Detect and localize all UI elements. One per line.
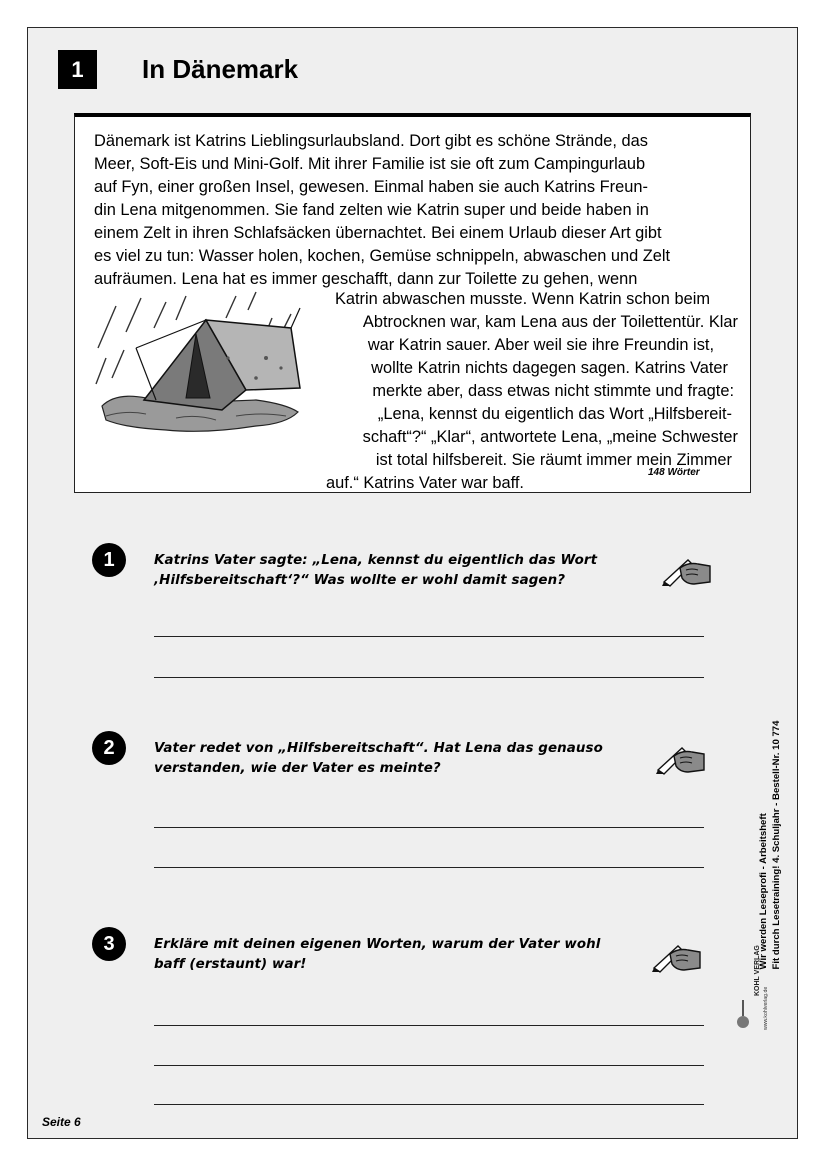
story-line: auf Fyn, einer großen Insel, gewesen. Einmal haben sie auch Katrins Freun- [94, 178, 648, 196]
story-line: merkte aber, dass etwas nicht stimmte und fragte: [372, 382, 734, 400]
story-line: Abtrocknen war, kam Lena aus der Toilettentür. Klar [362, 313, 738, 331]
story-line: Katrin abwaschen musste. Wenn Katrin schon beim [334, 290, 710, 308]
writing-hand-icon [652, 736, 708, 778]
story-line: din Lena mitgenommen. Sie fand zelten wie Katrin super und beide haben in [94, 201, 649, 219]
story-line: aufräumen. Lena hat es immer geschafft, dann zur Toilette zu gehen, wenn [94, 270, 638, 288]
answer-line[interactable] [154, 1104, 704, 1105]
publisher-logo-text: KOHL VERLAG [754, 945, 761, 996]
question-line: Erkläre mit deinen eigenen Worten, warum der Vater wohl [154, 937, 601, 952]
answer-line[interactable] [154, 677, 704, 678]
answer-line[interactable] [154, 827, 704, 828]
question-line: baff (erstaunt) war! [154, 957, 307, 972]
story-line: einem Zelt in ihren Schlafsäcken übernachtet. Bei einem Urlaub dieser Art gibt [94, 224, 662, 242]
question-line: Katrins Vater sagte: „Lena, kennst du eigentlich das Wort [154, 553, 598, 568]
question-1-text [154, 551, 644, 591]
question-3-badge: 3 [92, 927, 126, 961]
story-line: „Lena, kennst du eigentlich das Wort „Hilfsbereit- [377, 405, 732, 423]
writing-hand-icon [648, 934, 704, 976]
page-number: Seite 6 [42, 1115, 81, 1129]
question-1-badge: 1 [92, 543, 126, 577]
question-2-badge: 2 [92, 731, 126, 765]
story-line: schaft“?“ „Klar“, antwortete Lena, „meine Schwester [362, 428, 738, 446]
story-line: wollte Katrin nichts dagegen sagen. Katrins Vater [371, 359, 728, 377]
publication-subtitle: Fit durch Lesetraining! 4. Schuljahr - Bestell-Nr. 10 774 [771, 720, 782, 970]
story-text-top [94, 130, 738, 291]
page-title: In Dänemark [142, 54, 299, 84]
story-line: ist total hilfsbereit. Sie räumt immer mein Zimmer [375, 451, 732, 469]
story-line: auf.“ Katrins Vater war baff. [326, 474, 524, 492]
question-line: verstanden, wie der Vater es meinte? [154, 761, 441, 776]
chapter-number: 1 [58, 50, 97, 89]
writing-hand-icon [658, 548, 714, 590]
word-count: 148 Wörter [648, 467, 700, 478]
story-text-right [292, 288, 738, 495]
answer-line[interactable] [154, 867, 704, 868]
story-line: war Katrin sauer. Aber weil sie ihre Freundin ist, [367, 336, 714, 354]
answer-line[interactable] [154, 636, 704, 637]
question-line: Vater redet von „Hilfsbereitschaft“. Hat Lena das genauso [154, 741, 603, 756]
tent-in-rain-icon [86, 288, 308, 448]
publication-info [757, 721, 783, 970]
story-line: Dänemark ist Katrins Lieblingsurlaubsland. Dort gibt es schöne Strände, das [94, 132, 648, 150]
publisher-logo [733, 945, 769, 1032]
question-line: ‚Hilfsbereitschaft‘?“ Was wollte er wohl damit sagen? [154, 573, 566, 588]
publication-title: Wir werden Leseprofi - Arbeitsheft [758, 813, 769, 970]
question-3-text [154, 935, 644, 975]
story-line: Meer, Soft-Eis und Mini-Golf. Mit ihrer Familie ist sie oft zum Campingurlaub [94, 155, 646, 173]
answer-line[interactable] [154, 1065, 704, 1066]
answer-line[interactable] [154, 1025, 704, 1026]
question-2-text [154, 739, 644, 779]
story-line: es viel zu tun: Wasser holen, kochen, Gemüse schnippeln, abwaschen und Zelt [94, 247, 671, 265]
publisher-url: www.kohlverlag.de [763, 986, 769, 1030]
